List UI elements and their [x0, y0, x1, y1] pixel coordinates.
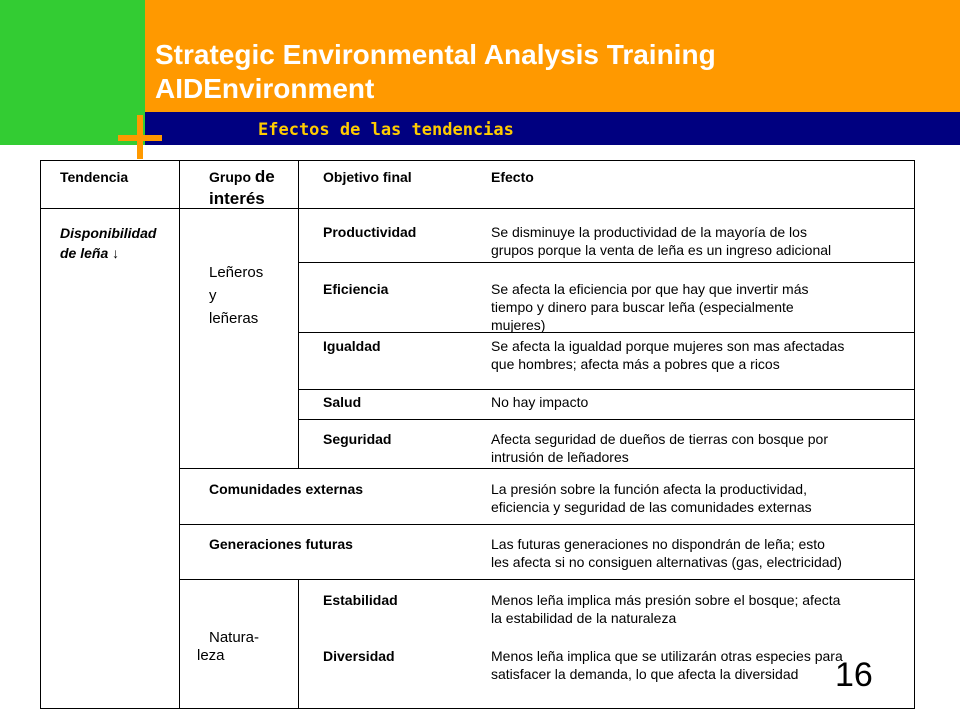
efecto-line: Las futuras generaciones no dispondrán de leña; esto [491, 536, 825, 552]
efecto-line: Se afecta la igualdad porque mujeres son mas afectadas [491, 338, 845, 354]
trend-line-2: de leña [60, 245, 109, 261]
divider [179, 524, 914, 525]
efecto-igualdad [491, 337, 844, 373]
trend-label [60, 223, 156, 263]
trend-line-1: Disponibilidad [60, 225, 157, 241]
title-line-1: Strategic Environmental Analysis Training [155, 39, 716, 70]
divider [179, 161, 180, 708]
divider [298, 579, 299, 708]
efecto-line: grupos porque la venta de leña es un ingreso adicional [491, 242, 832, 258]
divider [179, 579, 914, 580]
efecto-line: les afecta si no consiguen alternativas (gas, electricidad) [491, 554, 842, 570]
page-title [155, 38, 716, 106]
divider [41, 208, 914, 209]
efecto-seguridad [491, 430, 828, 466]
efecto-estabilidad [491, 591, 840, 627]
objetivo-seguridad: Seguridad [323, 431, 392, 447]
objetivo-igualdad: Igualdad [323, 338, 381, 354]
group-lenyeros-line-3: leñeras [209, 310, 259, 327]
efecto-line: que hombres; afecta más a pobres que a ricos [491, 356, 780, 372]
arrow-down-icon: ↓ [112, 245, 120, 261]
efecto-line: Menos leña implica que se utilizarán otras especies para [491, 648, 843, 664]
grupo-generaciones-futuras: Generaciones futuras [209, 536, 353, 552]
header-grupo-small: Grupo [209, 169, 251, 185]
divider [298, 262, 914, 263]
group-lenyeros-line-2: y [209, 287, 217, 304]
efecto-comunidades [491, 480, 812, 516]
group-lenyeros-line-1: Leñeros [209, 264, 264, 281]
divider [298, 161, 299, 208]
header-grupo [209, 166, 275, 210]
group-lenyeros [209, 261, 263, 330]
header-objetivo: Objetivo final [323, 169, 412, 185]
efecto-line: mujeres) [491, 317, 546, 333]
header-grupo-de: de [254, 167, 275, 186]
objetivo-productividad: Productividad [323, 224, 417, 240]
efecto-generaciones [491, 535, 842, 571]
efecto-eficiencia [491, 280, 809, 334]
efecto-line: satisfacer la demanda, lo que afecta la diversidad [491, 666, 799, 682]
divider [298, 389, 914, 390]
title-line-2: AIDEnvironment [155, 73, 375, 104]
efecto-line: Se afecta la eficiencia por que hay que invertir más [491, 281, 809, 297]
efecto-line: Menos leña implica más presión sobre el bosque; afecta [491, 592, 841, 608]
plus-icon [118, 107, 162, 159]
section-subtitle: Efectos de las tendencias [258, 120, 514, 140]
divider [298, 208, 299, 468]
grupo-comunidades-externas: Comunidades externas [209, 481, 364, 497]
objetivo-salud: Salud [323, 394, 362, 410]
page-number: 16 [835, 656, 873, 694]
objetivo-diversidad: Diversidad [323, 648, 395, 664]
efecto-line: eficiencia y seguridad de las comunidades externas [491, 499, 812, 515]
effects-table [40, 160, 915, 709]
efecto-salud: No hay impacto [491, 394, 589, 410]
efecto-line: tiempo y dinero para buscar leña (especialmente [491, 299, 794, 315]
header-grupo-interes: interés [209, 189, 265, 208]
efecto-line: la estabilidad de la naturaleza [491, 610, 677, 626]
divider [179, 468, 914, 469]
group-naturaleza-line-1: Natura- [209, 629, 260, 646]
efecto-line: La presión sobre la función afecta la productividad, [491, 481, 807, 497]
efecto-line: intrusión de leñadores [491, 449, 629, 465]
efecto-productividad [491, 223, 831, 259]
divider [298, 419, 914, 420]
group-naturaleza [197, 629, 260, 665]
header-efecto: Efecto [491, 169, 534, 185]
efecto-diversidad [491, 647, 843, 683]
objetivo-estabilidad: Estabilidad [323, 592, 398, 608]
efecto-line: Se disminuye la productividad de la mayoría de los [491, 224, 807, 240]
header-tendencia: Tendencia [60, 169, 129, 185]
objetivo-eficiencia: Eficiencia [323, 281, 389, 297]
efecto-line: Afecta seguridad de dueños de tierras con bosque por [491, 431, 829, 447]
group-naturaleza-line-2: leza [197, 647, 225, 664]
